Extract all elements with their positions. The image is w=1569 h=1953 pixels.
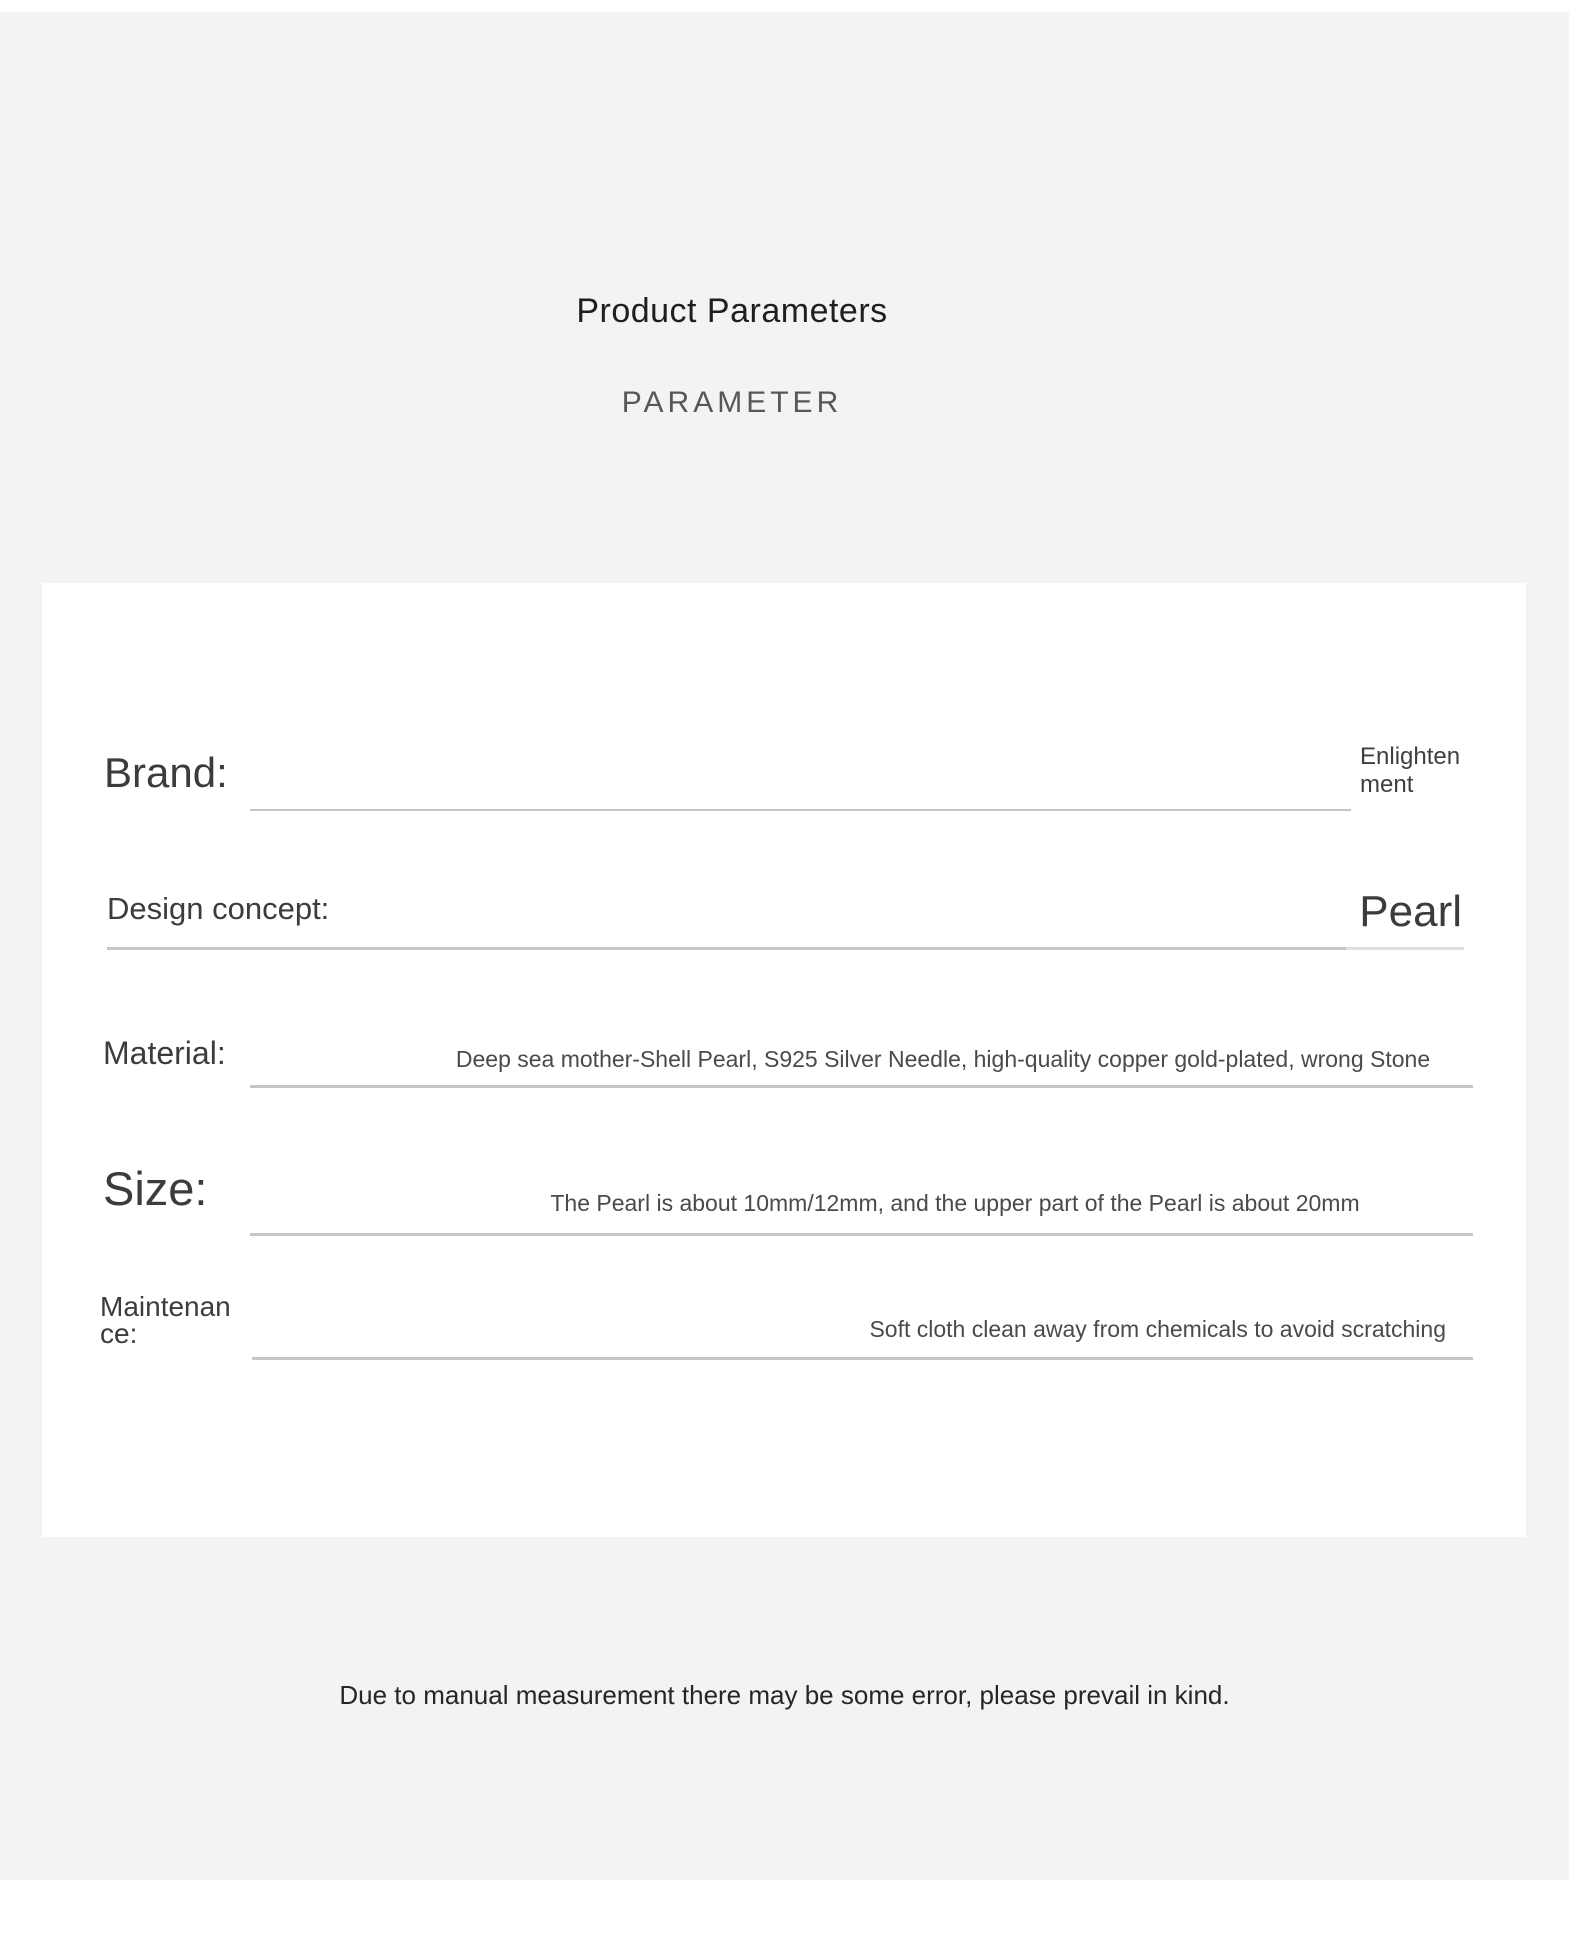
design-concept-value: Pearl <box>1359 887 1462 936</box>
design-concept-label: Design concept: <box>107 891 330 926</box>
size-underline <box>250 1233 1473 1236</box>
page-subtitle: PARAMETER <box>621 386 843 419</box>
size-value: The Pearl is about 10mm/12mm, and the upper part of the Pearl is about 20mm <box>550 1190 1360 1216</box>
maintenance-value: Soft cloth clean away from chemicals to avoid scratching <box>869 1316 1446 1342</box>
maintenance-label: Maintenance: <box>100 1291 231 1349</box>
measurement-disclaimer: Due to manual measurement there may be some error, please prevail in kind. <box>339 1680 1230 1710</box>
size-label: Size: <box>103 1162 208 1215</box>
material-underline <box>250 1085 1473 1088</box>
product-parameters-section <box>0 12 1569 1880</box>
brand-underline <box>250 809 1351 811</box>
design-concept-underline-light <box>1346 947 1464 950</box>
page-title: Product Parameters <box>576 292 888 330</box>
design-concept-underline <box>107 947 1346 950</box>
maintenance-underline <box>252 1357 1473 1360</box>
brand-label: Brand: <box>104 749 228 796</box>
material-label: Material: <box>103 1035 226 1071</box>
parameters-card <box>42 583 1526 1537</box>
material-value: Deep sea mother-Shell Pearl, S925 Silver Needle, high-quality copper gold-plated, wrong Stone <box>455 1046 1431 1072</box>
brand-value: Enlightenment <box>1360 743 1461 798</box>
